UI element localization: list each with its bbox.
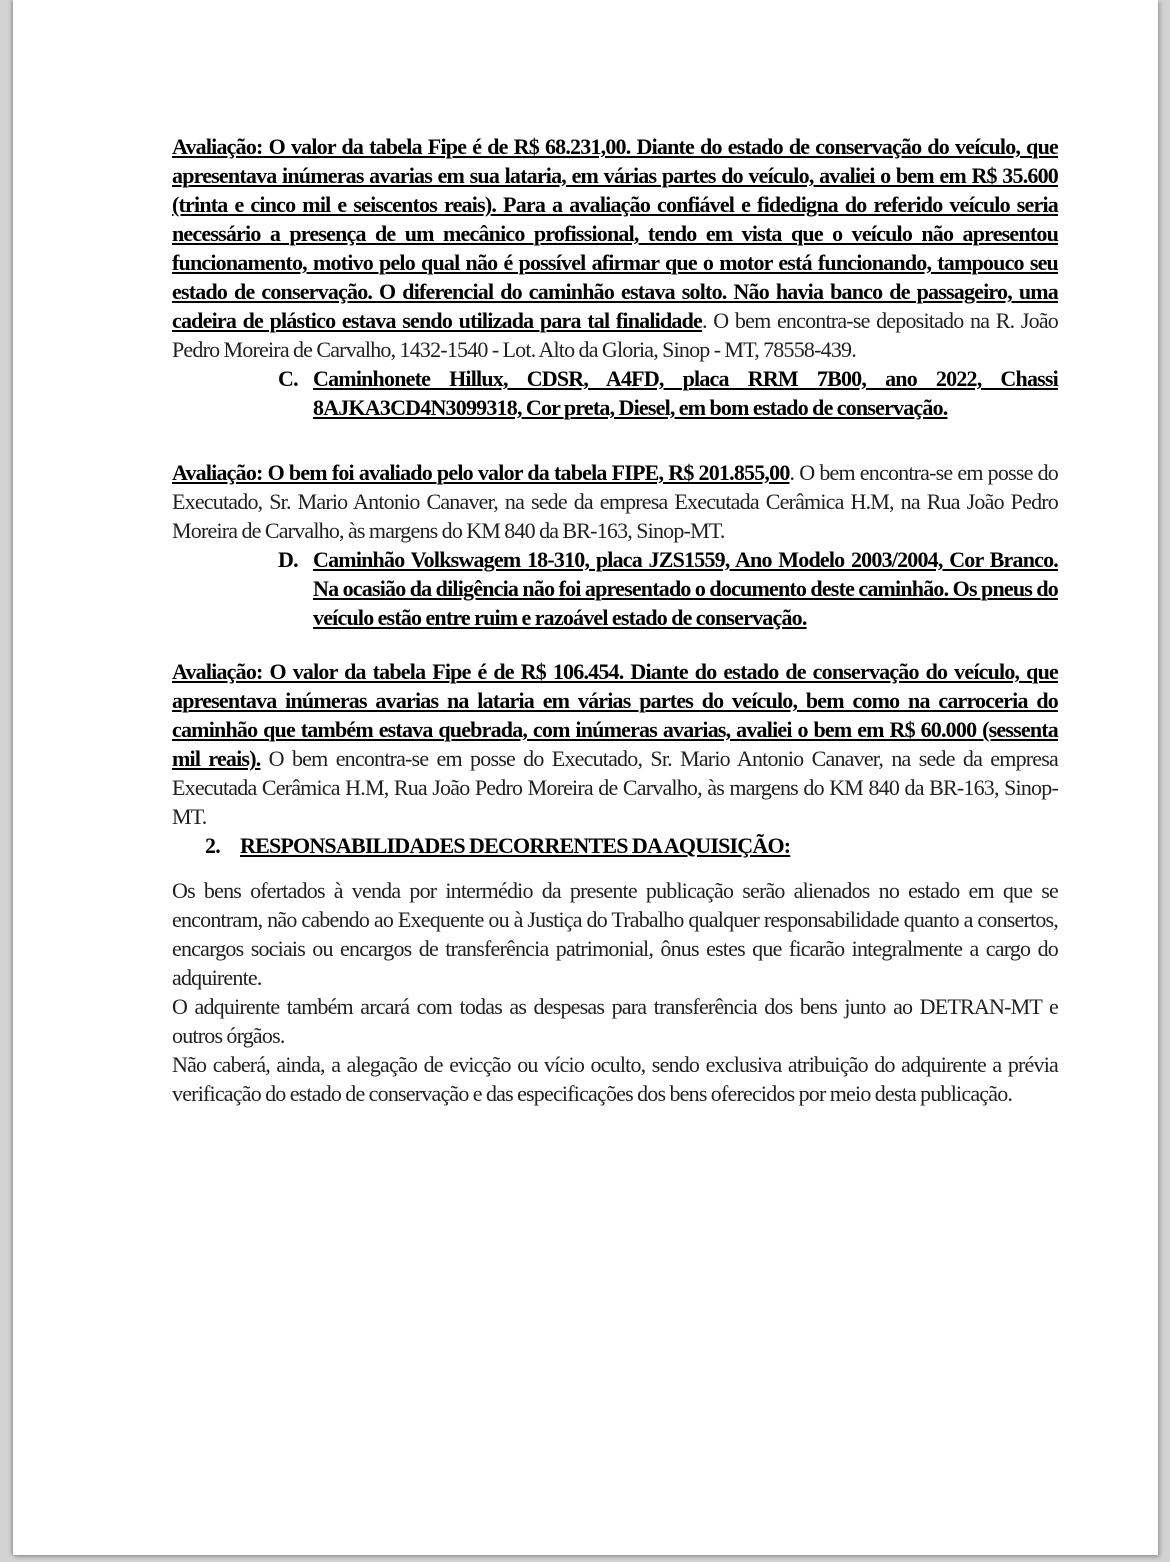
valuation-d-rest: O bem encontra-se em posse do Executado, Sr. Mario Antonio Canaver, na sede da empresa Executada Cerâmica H.M, Rua João Pedro Moreira de Carvalho, às margens do KM 840 da BR-163, Sinop-MT. bbox=[172, 746, 1058, 829]
document-page bbox=[13, 0, 1158, 1555]
item-c-description: Caminhonete Hillux, CDSR, A4FD, placa RRM 7B00, ano 2022, Chassi 8AJKA3CD4N3099318, Cor preta, Diesel, em bom estado de conservação. bbox=[313, 366, 1058, 420]
valuation-b-rest: . O bem encontra-se depositado na R. João Pedro Moreira de Carvalho, 1432-1540 - Lot. Alto da Gloria, Sinop - MT, 78558-439. bbox=[172, 308, 1058, 362]
section-2-number: 2. bbox=[205, 833, 220, 858]
lot-item-c bbox=[278, 364, 1058, 422]
liability-paragraph-3: Não caberá, ainda, a alegação de evicção ou vício oculto, sendo exclusiva atribuição do adquirente a prévia verificação do estado de conservação e das especificações dos bens oferecidos por meio desta publicação. bbox=[172, 1052, 1058, 1106]
document-content bbox=[13, 0, 1158, 1108]
section-2-title: RESPONSABILIDADES DECORRENTES DA AQUISIÇÃO: bbox=[240, 833, 791, 858]
liability-paragraph-1: Os bens ofertados à venda por intermédio da presente publicação serão alienados no estado em que se encontram, não cabendo ao Exequente ou à Justiça do Trabalho qualquer responsabilidade quanto a consertos, encargos sociais ou encargos de transferência patrimonial, ônus estes que ficarão integralmente a cargo do adquirente. bbox=[172, 878, 1058, 990]
valuation-paragraph-b bbox=[172, 132, 1058, 364]
valuation-c-emphasis: Avaliação: O bem foi avaliado pelo valor da tabela FIPE, R$ 201.855,00 bbox=[172, 460, 790, 485]
item-d-label: D. bbox=[278, 547, 298, 572]
lot-item-d bbox=[278, 545, 1058, 632]
item-c-label: C. bbox=[278, 366, 298, 391]
valuation-paragraph-d bbox=[172, 657, 1058, 831]
item-d-description: Caminhão Volkswagem 18-310, placa JZS1559, Ano Modelo 2003/2004, Cor Branco. Na ocasião da diligência não foi apresentado o documento deste caminhão. Os pneus do veículo estão entre ruim e razoável estado de conservação. bbox=[313, 547, 1058, 630]
valuation-b-emphasis: Avaliação: O valor da tabela Fipe é de R$ 68.231,00. Diante do estado de conservação do veículo, que apresentava inúmeras avarias em sua lataria, em várias partes do veículo, avaliei o bem em R$ 35.600 (trinta e cinco mil e seiscentos reais). Para a avaliação confiável e fidedigna do referido veículo seria necessário a presença de um mecânico profissional, tendo em vista que o veículo não apresentou funcionamento, motivo pelo qual não é possível afirmar que o motor está funcionando, tampouco seu estado de conservação. O diferencial do caminhão estava solto. Não havia banco de passageiro, uma cadeira de plástico estava sendo utilizada para tal finalidade bbox=[172, 134, 1058, 333]
liability-paragraph-2: O adquirente também arcará com todas as despesas para transferência dos bens junto ao DETRAN-MT e outros órgãos. bbox=[172, 994, 1058, 1048]
valuation-c-rest: . O bem encontra-se em posse do Executado, Sr. Mario Antonio Canaver, na sede da empresa Executada Cerâmica H.M, na Rua João Pedro Moreira de Carvalho, às margens do KM 840 da BR-163, Sinop-MT. bbox=[172, 460, 1058, 543]
valuation-d-emphasis: Avaliação: O valor da tabela Fipe é de R$ 106.454. Diante do estado de conservação do veículo, que apresentava inúmeras avarias na lataria em várias partes do veículo, bem como na carroceria do caminhão que também estava quebrada, com inúmeras avarias, avaliei o bem em R$ 60.000 (sessenta mil reais). bbox=[172, 659, 1058, 771]
section-2-heading bbox=[205, 831, 1058, 860]
valuation-paragraph-c bbox=[172, 458, 1058, 545]
